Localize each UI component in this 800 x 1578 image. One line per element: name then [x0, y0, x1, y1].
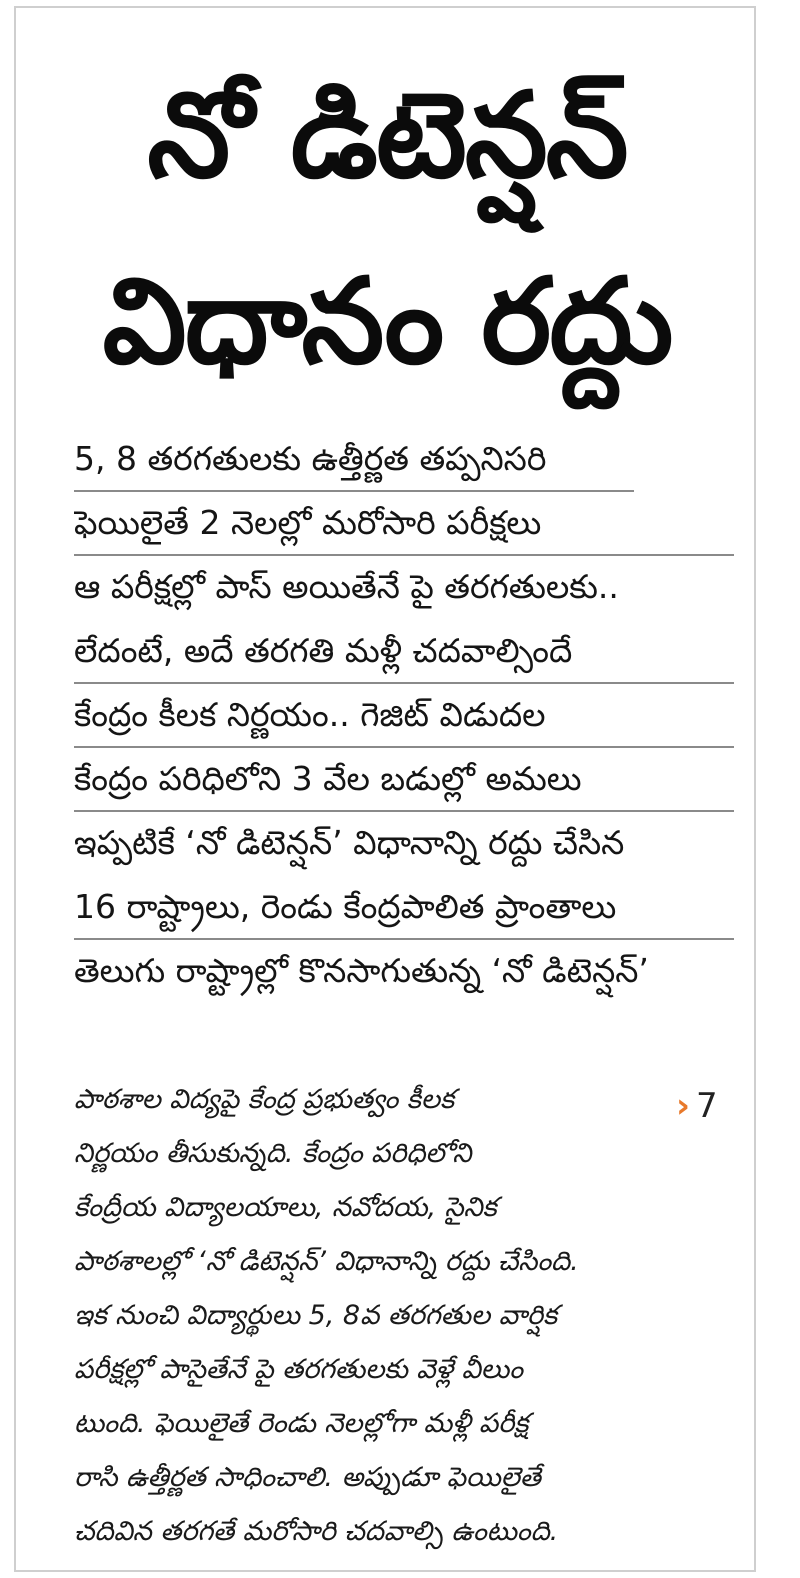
bullet-line: ఇప్పటికే ‘నో డిటెన్షన్’ విధానాన్ని రద్దు చేసిన	[74, 823, 625, 862]
bullet-line: ఆ పరీక్షల్లో పాస్ అయితేనే పై తరగతులకు..	[74, 567, 619, 606]
bullet-line: కేంద్రం పరిధిలోని 3 వేల బడుల్లో అమలు	[74, 748, 734, 812]
article-frame	[14, 6, 756, 1572]
body-line: టుంది. ఫెయిలైతే రెండు నెలల్లోగా మళ్లీ పరీక్ష	[74, 1408, 529, 1439]
article-body	[74, 1073, 754, 1559]
bullet-line: 5, 8 తరగతులకు ఉత్తీర్ణత తప్పనిసరి	[74, 428, 634, 492]
bullet-line: ఫెయిలైతే 2 నెలల్లో మరోసారి పరీక్షలు	[74, 492, 734, 556]
body-line: నిర్ణయం తీసుకున్నది. కేంద్రం పరిధిలోని	[74, 1138, 472, 1169]
body-line: కేంద్రీయ విద్యాలయాలు, నవోదయ, సైనిక	[74, 1192, 497, 1223]
body-line: రాసి ఉత్తీర్ణత సాధించాలి. అప్పుడూ ఫెయిలైతే	[74, 1462, 541, 1493]
page-reference	[676, 1086, 718, 1126]
headline-line-1: నో డిటెన్షన్	[147, 66, 627, 204]
headline-line-2: విధానం రద్దు	[102, 252, 672, 390]
bullet-line: లేదంటే, అదే తరగతి మళ్లీ చదవాల్సిందే	[74, 620, 734, 684]
body-line: పాఠశాలల్లో ‘నో డిటెన్షన్’ విధానాన్ని రద్దు చేసింది.	[74, 1246, 579, 1277]
body-line: పాఠశాల విద్యపై కేంద్ర ప్రభుత్వం కీలక	[74, 1084, 455, 1115]
body-line: చదివిన తరగతే మరోసారి చదవాల్సి ఉంటుంది.	[74, 1516, 559, 1547]
body-line: ఇక నుంచి విద్యార్థులు 5, 8వ తరగతుల వార్షిక	[74, 1300, 558, 1331]
chevron-right-icon: ›	[676, 1086, 691, 1126]
bullet-line: కేంద్రం కీలక నిర్ణయం.. గెజిట్ విడుదల	[74, 684, 734, 748]
page-number: 7	[696, 1086, 718, 1126]
bullet-line: తెలుగు రాష్ట్రాల్లో కొనసాగుతున్న ‘నో డిటెన్షన్’	[74, 951, 649, 990]
bullet-line: 16 రాష్ట్రాలు, రెండు కేంద్రపాలిత ప్రాంతాలు	[74, 876, 734, 940]
body-line: పరీక్షల్లో పాసైతేనే పై తరగతులకు వెళ్లే వీలుం	[74, 1354, 523, 1385]
highlight-bullets	[74, 428, 734, 1004]
